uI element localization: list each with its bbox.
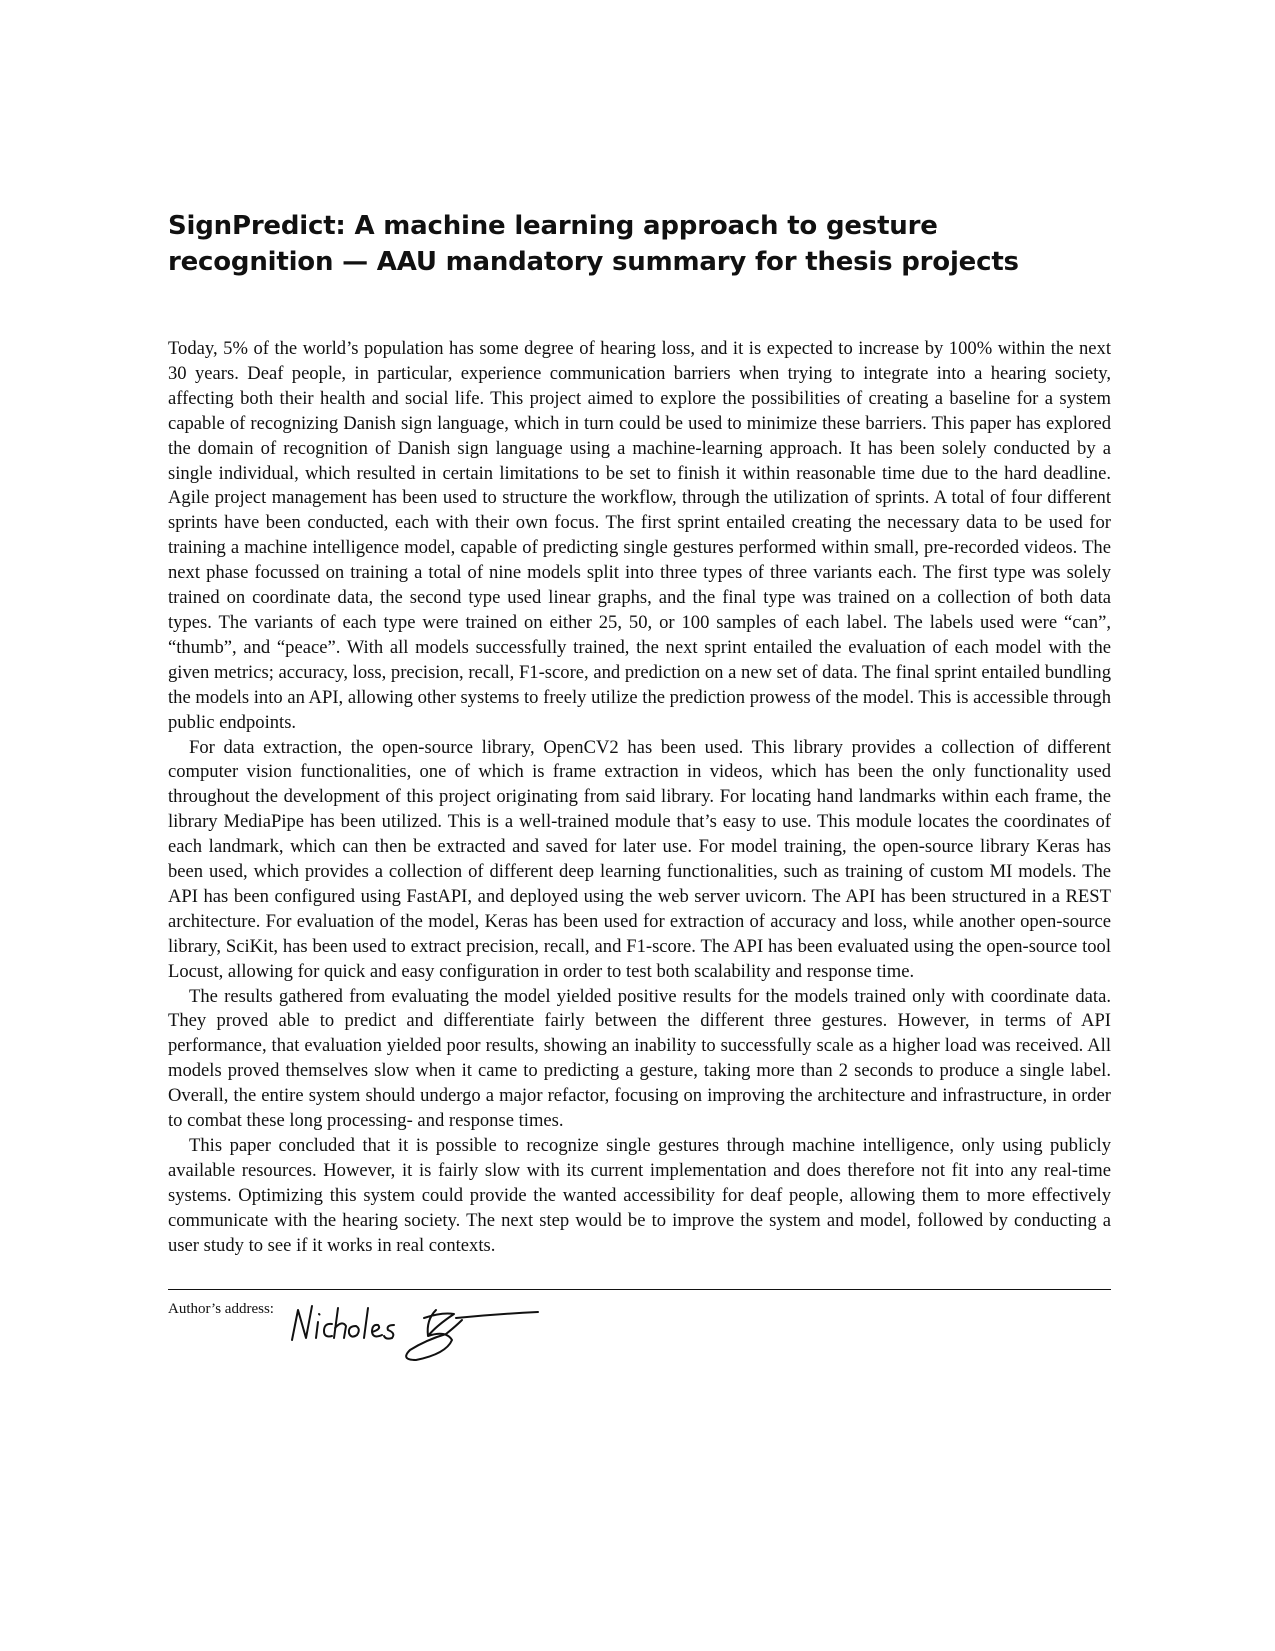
footnote-rule: [168, 1289, 1111, 1290]
paragraph-results: The results gathered from evaluating the model yielded positive results for the models trained only with coordinate data. They proved able to predict and differentiate fairly between the different three gestures. However, in terms of API performance, that evaluation yielded poor results, showing an inability to successfully scale as a higher load was received. All models proved themselves slow when it came to predicting a gesture, taking more than 2 seconds to produce a single label. Overall, the entire system should undergo a major refactor, focusing on improving the architecture and infrastructure, in order to combat these long processing- and response times.: [168, 985, 1111, 1132]
paragraph-intro: Today, 5% of the world’s population has some degree of hearing loss, and it is expected to increase by 100% within the next 30 years. Deaf people, in particular, experience communication barriers when trying to integrate into a hearing society, affecting both their health and social life. This project aimed to explore the possibilities of creating a baseline for a system capable of recognizing Danish sign language, which in turn could be used to minimize these barriers. This paper has explored the domain of recognition of Danish sign language using a machine-learning approach. It has been solely conducted by a single individual, which resulted in certain limitations to be set to finish it within reasonable time due to the hard deadline. Agile project management has been used to structure the workflow, through the utilization of sprints. A total of four different sprints have been conducted, each with their own focus. The first sprint entailed creating the necessary data to be used for training a machine intelligence model, capable of predicting single gestures performed within small, pre-recorded videos. The next phase focussed on training a total of nine models split into three types of three variants each. The first type was solely trained on coordinate data, the second type used linear graphs, and the final type was trained on a collection of both data types. The variants of each type were trained on either 25, 50, or 100 samples of each label. The labels used were “can”, “thumb”, and “peace”. With all models successfully trained, the next sprint entailed the evaluation of each model with the given metrics; accuracy, loss, precision, recall, F1-score, and prediction on a new set of data. The final sprint entailed bundling the models into an API, allowing other systems to freely utilize the prediction prowess of the model. This is accessible through public endpoints.: [168, 338, 1111, 733]
paper-page: [168, 208, 1111, 1368]
summary-body: [168, 337, 1111, 1259]
paragraph-conclusion: This paper concluded that it is possible to recognize single gestures through machine intelligence, only using publicly available resources. However, it is fairly slow with its current implementation and does therefore not fit into any real-time systems. Optimizing this system could provide the wanted accessibility for deaf people, allowing them to more effectively communicate with the hearing society. The next step would be to improve the system and model, followed by conducting a user study to see if it works in real contexts.: [168, 1135, 1111, 1256]
handwritten-signature: [286, 1296, 546, 1362]
paper-title: SignPredict: A machine learning approach to gesture recognition — AAU mandatory summary for thesis projects: [168, 211, 1019, 277]
paragraph-tools: For data extraction, the open-source library, OpenCV2 has been used. This library provides a collection of different computer vision functionalities, one of which is frame extraction in videos, which has been the only functionality used throughout the development of this project originating from said library. For locating hand landmarks within each frame, the library MediaPipe has been utilized. This is a well-trained module that’s easy to use. This module locates the coordinates of each landmark, which can then be extracted and saved for later use. For model training, the open-source library Keras has been used, which provides a collection of different deep learning functionalities, such as training of custom MI models. The API has been configured using FastAPI, and deployed using the web server uvicorn. The API has been structured in a REST architecture. For evaluation of the model, Keras has been used for extraction of accuracy and loss, while another open-source library, SciKit, has been used to extract precision, recall, and F1-score. The API has been evaluated using the open-source tool Locust, allowing for quick and easy configuration in order to test both scalability and response time.: [168, 736, 1111, 982]
author-address: [168, 1298, 1111, 1368]
author-address-label: Author’s address:: [168, 1300, 274, 1317]
